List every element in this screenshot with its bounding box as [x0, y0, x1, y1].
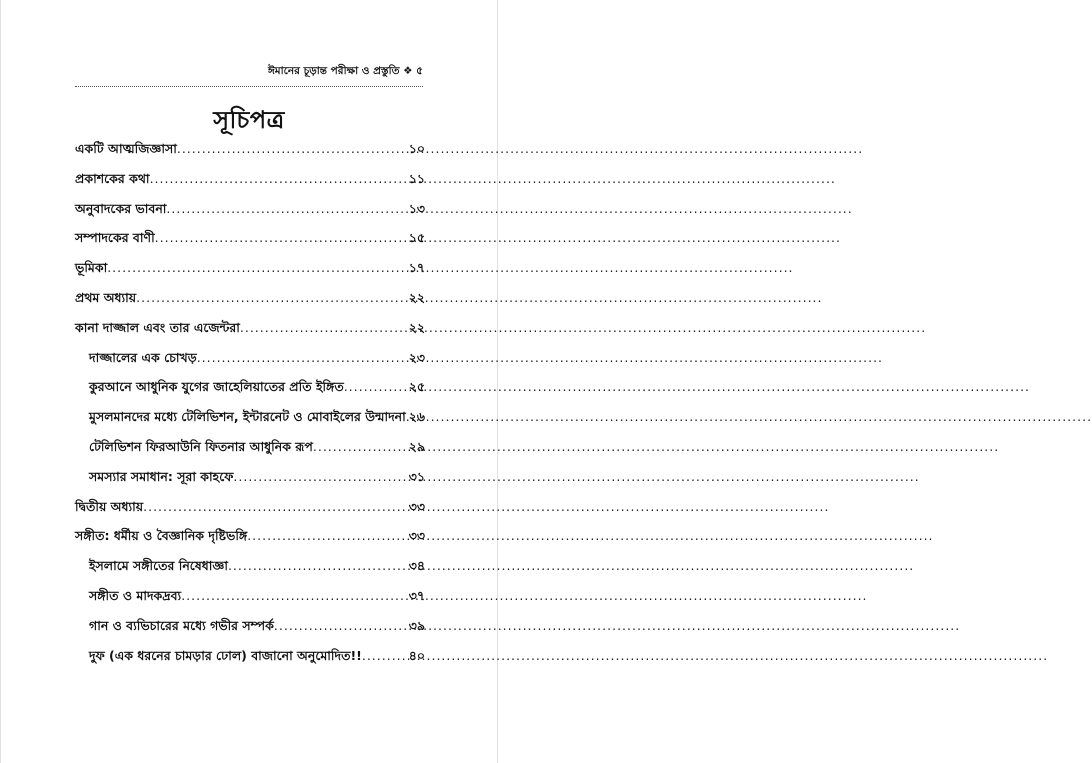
dot-leader — [233, 469, 408, 484]
toc-subentry — [75, 409, 425, 439]
dot-leader — [247, 528, 409, 543]
toc-subentry — [75, 588, 425, 618]
toc-entry-page: ১৩ — [408, 200, 425, 216]
dot-leader — [344, 379, 409, 394]
dot-leader — [136, 290, 409, 305]
toc-subentry — [75, 379, 425, 409]
toc-entry-title: দ্বিতীয় অধ্যায় — [75, 498, 144, 514]
toc-entry-page: ২৯ — [408, 438, 425, 454]
dot-leader — [240, 320, 409, 335]
dot-leader — [228, 558, 409, 573]
dot-leader — [362, 648, 409, 663]
toc-entry-page: ২৩ — [408, 349, 425, 365]
toc-subentry — [75, 439, 425, 469]
dot-leader — [197, 350, 409, 365]
toc-entry — [75, 171, 425, 201]
toc-entry — [75, 201, 425, 231]
toc-entry-title: অনুবাদকের ভাবনা — [75, 200, 167, 216]
toc-entry-title: দাজ্জালের এক চোখড় — [89, 349, 197, 365]
toc-entry-title: গান ও ব্যভিচারের মধ্যে গভীর সম্পর্ক — [89, 617, 274, 633]
toc-entry-title: কুরআনে আধুনিক যুগের জাহেলিয়াতের প্রতি ইঙ্গিত — [89, 379, 344, 395]
toc-entry-page: ১৫ — [408, 230, 425, 246]
toc-entry-page: ২২ — [408, 289, 425, 305]
toc-entry-title: দুফ (এক ধরনের চামড়ার ঢোল) বাজানো অনুমোদিত!! — [89, 647, 362, 663]
book-page — [0, 0, 498, 763]
toc-entry-title: মুসলমানদের মধ্যে টেলিভিশন, ইন্টারনেট ও মোবাইলের উন্মাদনা — [89, 409, 406, 425]
toc-subentry — [75, 618, 425, 648]
table-of-contents — [75, 141, 425, 677]
toc-entry-page: ২৬ — [408, 409, 425, 425]
toc-entry-title: সঙ্গীত ও মাদকদ্রব্য — [89, 587, 182, 603]
toc-entry — [75, 290, 425, 320]
dot-leader — [166, 201, 408, 216]
dot-leader — [107, 260, 409, 275]
toc-entry — [75, 260, 425, 290]
toc-entry-page: ৩১ — [408, 468, 425, 484]
dot-leader — [274, 618, 409, 633]
toc-entry-page: ২২ — [408, 319, 425, 335]
toc-entry-page: ১০ — [408, 141, 425, 156]
toc-entry — [75, 141, 425, 171]
dot-leader — [177, 141, 409, 156]
toc-entry-title: সমস্যার সমাধান: সূরা কাহফে — [89, 468, 234, 484]
toc-entry-title: একটি আত্মজিজ্ঞাসা — [75, 141, 177, 156]
toc-subentry — [75, 648, 425, 678]
toc-entry-title: সম্পাদকের বাণী — [75, 230, 155, 246]
toc-entry-page: ১৭ — [408, 260, 425, 276]
toc-subentry — [75, 558, 425, 588]
toc-entry-page: ৩৪ — [408, 558, 425, 574]
dot-leader — [143, 499, 409, 514]
dot-leader — [150, 171, 409, 186]
running-header: ঈমানের চূড়ান্ত পরীক্ষা ও প্রস্তুতি ❖ ৫ — [267, 65, 423, 77]
toc-subentry — [75, 350, 425, 380]
toc-subentry — [75, 469, 425, 499]
dot-leader — [155, 230, 409, 245]
toc-entry — [75, 320, 425, 350]
toc-entry-title: ইসলামে সঙ্গীতের নিষেধাজ্ঞা — [89, 558, 228, 574]
toc-entry-title: প্রথম অধ্যায় — [75, 289, 137, 305]
toc-entry — [75, 499, 425, 529]
toc-entry-page: ৩৩ — [408, 498, 425, 514]
dot-leader — [181, 588, 409, 603]
toc-entry-page: ৩৭ — [408, 587, 425, 603]
toc-entry-page: ৩৯ — [408, 617, 425, 633]
toc-entry-title: সঙ্গীত: ধর্মীয় ও বৈজ্ঞানিক দৃষ্টিভঙ্গি — [75, 528, 248, 544]
header-divider — [75, 86, 423, 87]
toc-entry-title: টেলিভিশন ফিরআউনি ফিতনার আধুনিক রূপ — [89, 438, 313, 454]
toc-entry-title: কানা দাজ্জাল এবং তার এজেন্টরা — [75, 319, 240, 335]
toc-entry-page: ১১ — [408, 170, 425, 186]
dot-leader — [313, 439, 409, 454]
toc-entry — [75, 230, 425, 260]
toc-entry-page: ৩৩ — [408, 528, 425, 544]
toc-entry-page: ২৫ — [408, 379, 425, 395]
toc-entry-page: ৪০ — [408, 647, 425, 663]
toc-entry — [75, 528, 425, 558]
toc-entry-title: প্রকাশকের কথা — [75, 170, 150, 186]
toc-entry-title: ভূমিকা — [75, 260, 108, 276]
page-title: সূচিপত্র — [213, 106, 285, 134]
